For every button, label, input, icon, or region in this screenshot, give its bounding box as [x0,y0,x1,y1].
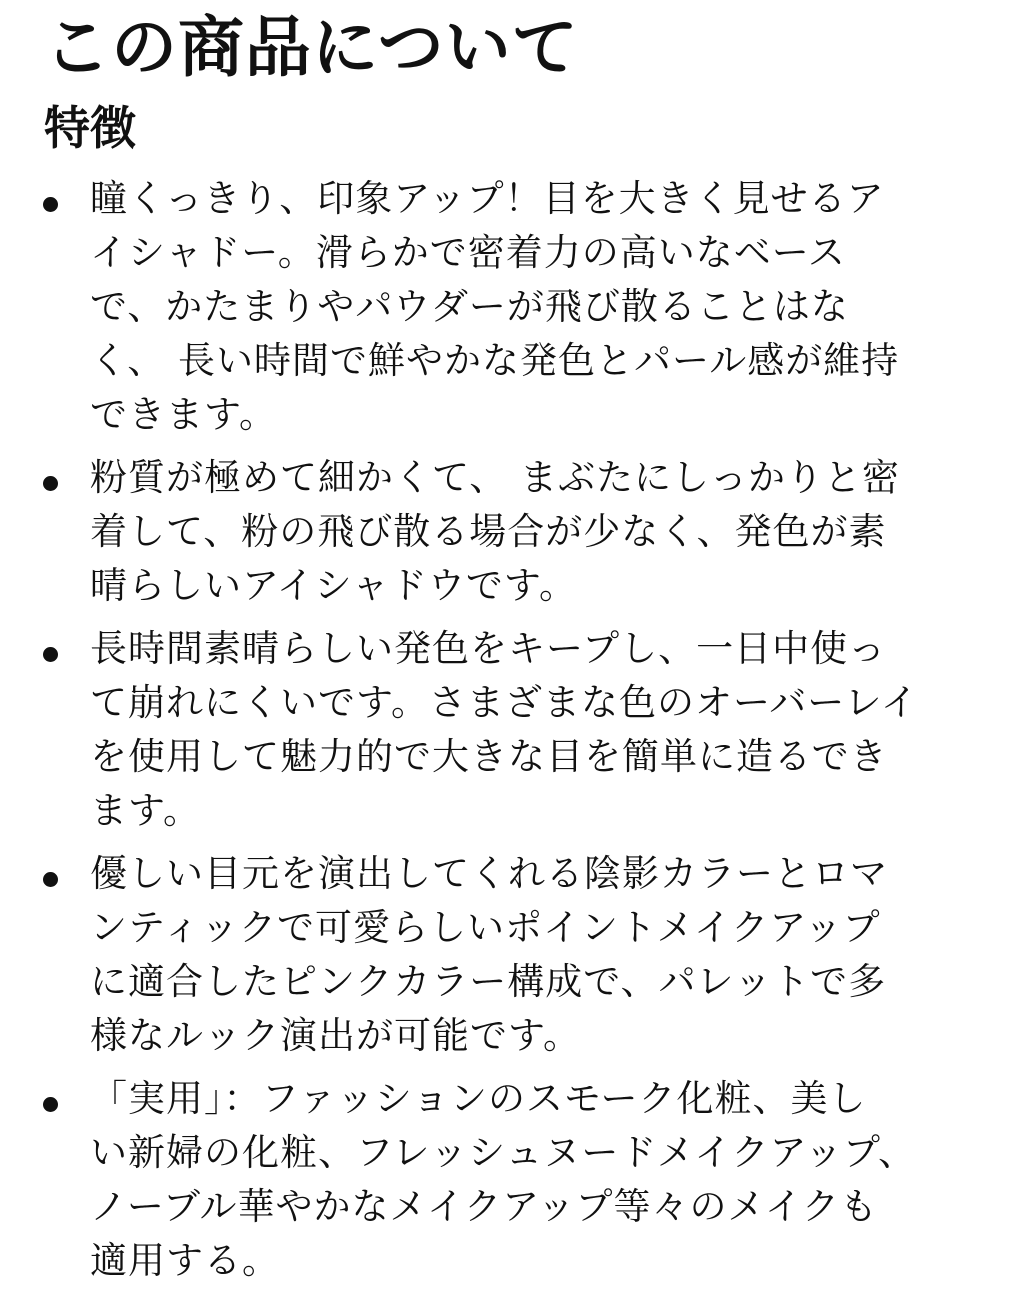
feature-text-line: ノーブル華やかなメイクアップ等々のメイクも [90,1185,879,1228]
feature-text-line: で、かたまりやパウダーが飛び散ることはな [90,285,849,328]
bullet-icon [43,872,58,887]
section-heading-features: 特徴 [44,101,136,155]
feature-text-line: イシャドー。滑らかで密着力の高いなベース [90,231,846,274]
bullet-icon [43,1097,58,1112]
feature-text-line: できます。 [90,393,278,436]
list-item [0,1072,1024,1288]
feature-text-line: ンティックで可愛らしいポイントメイクアップ [90,906,881,949]
feature-text-line: 晴らしいアイシャドウです。 [90,564,577,607]
feature-text-line: い新婦の化粧、フレッシュヌードメイクアップ、 [90,1131,917,1174]
feature-text-line: 粉質が極めて細かくて、 まぶたにしっかりと密 [90,456,901,499]
feature-text-line: 瞳くっきり、印象アップ！目を大きく見せるア [90,177,885,220]
feature-text-line: 長時間素晴らしい発色をキープし、一日中使っ [90,627,887,670]
feature-text-line: く、 長い時間で鮮やかな発色とパール感が維持 [90,339,900,382]
bullet-icon [43,647,58,662]
feature-text-line: を使用して魅力的で大きな目を簡単に造るでき [90,735,888,778]
feature-text-line: 様なルック演出が可能です。 [90,1014,582,1057]
list-item [0,847,1024,1063]
list-item [0,451,1024,613]
list-item [0,172,1024,442]
feature-text-line: 優しい目元を演出してくれる陰影カラーとロマ [90,852,888,895]
list-item [0,622,1024,838]
feature-text-line: 「実用」：ファッションのスモーク化粧、美し [90,1077,867,1120]
bullet-icon [43,197,58,212]
bullet-icon [43,476,58,491]
feature-text-line: 適用する。 [90,1239,280,1282]
feature-text-line: て崩れにくいです。さまざまな色のオーバーレイ [90,681,919,724]
feature-list [0,172,1024,1297]
feature-text-line: 着して、粉の飛び散る場合が少なく、発色が素 [90,510,887,553]
feature-text-line: に適合したピンクカラー構成で、パレットで多 [90,960,887,1003]
page-title: この商品について [44,9,579,86]
feature-text-line: ます。 [90,789,202,832]
